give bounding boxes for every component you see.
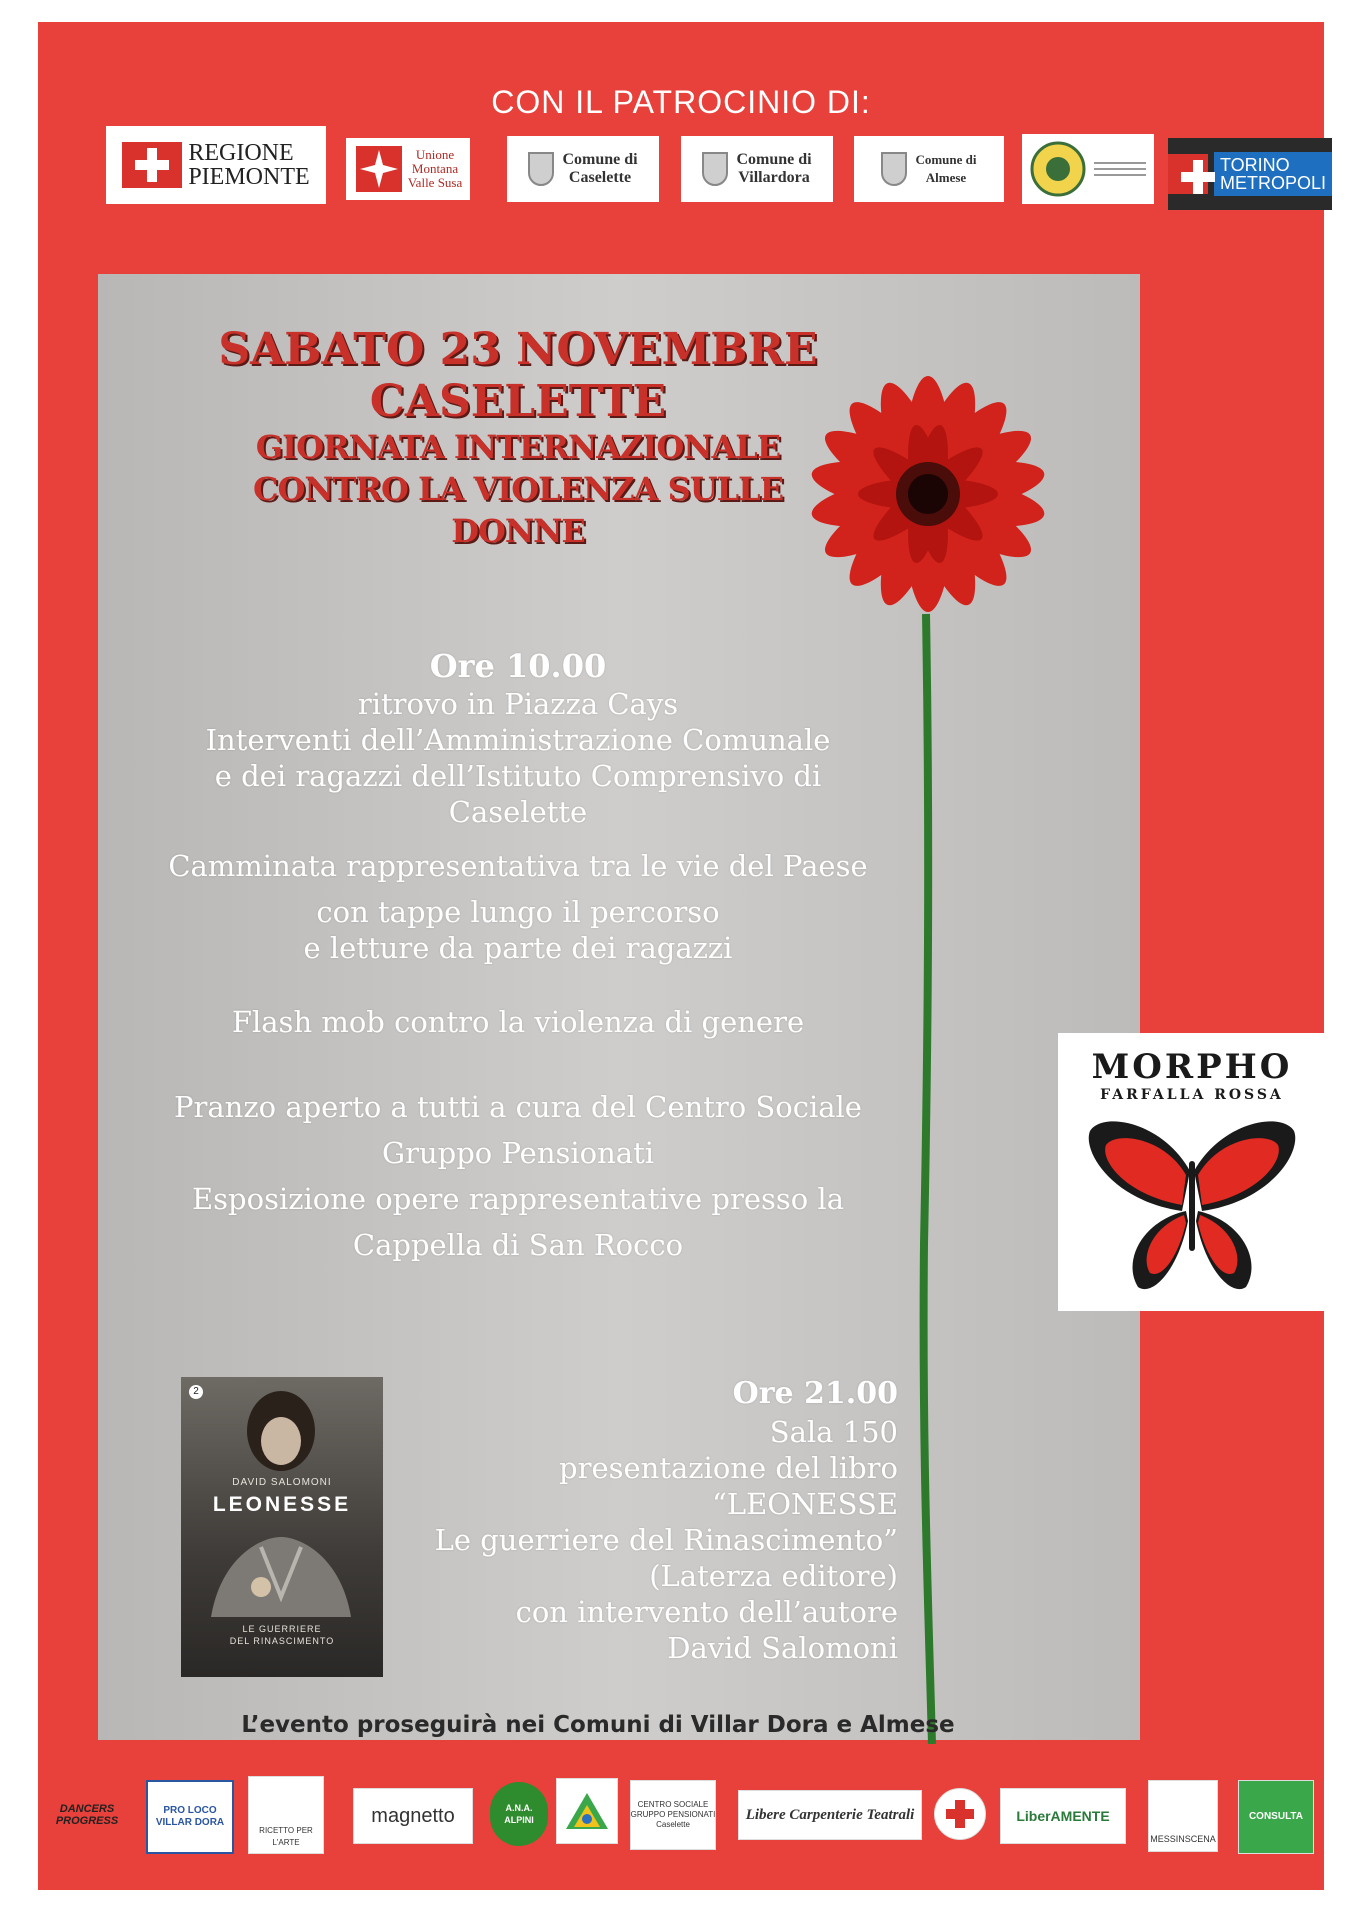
ricetto-logo: RICETTO PER L'ARTE	[248, 1776, 324, 1854]
regione-piemonte-logo	[106, 126, 326, 204]
book-series-number: 2	[189, 1385, 203, 1399]
unione-montana-text: Unione Montana Valle Susa	[407, 147, 463, 190]
caselette-crest-icon	[528, 152, 554, 186]
continuation-note: L’evento proseguirà nei Comuni di Villar Dora e Almese	[241, 1712, 955, 1738]
morning-line: con tappe lungo il percorso	[316, 895, 720, 929]
morpho-card	[1058, 1033, 1326, 1311]
morning-line: Cappella di San Rocco	[352, 1228, 684, 1262]
torino-cross-icon	[1168, 154, 1208, 194]
patronage-title: CON IL PATROCINIO DI:	[491, 84, 871, 120]
event-title-line3: DONNE	[451, 512, 585, 550]
almese-crest-icon	[881, 152, 907, 186]
book-subtitle: LE GUERRIERE DEL RINASCIMENTO	[229, 1624, 335, 1646]
torino-metropoli-text: TORINO METROPOLI	[1214, 152, 1332, 196]
comune-villardora-text: Comune di Villardora	[736, 151, 812, 186]
morning-line: e letture da parte dei ragazzi	[303, 931, 733, 965]
comune-caselette-logo	[507, 136, 659, 202]
comune-caselette-text: Comune di Caselette	[562, 151, 638, 186]
triangle-people-icon	[564, 1791, 610, 1831]
event-date: SABATO 23 NOVEMBRE	[218, 324, 818, 375]
morpho-title: MORPHO	[1091, 1047, 1293, 1087]
distretto-text-decor	[1094, 158, 1146, 180]
messinscena-logo: MESSINSCENA	[1148, 1780, 1218, 1852]
villardora-crest-icon	[702, 152, 728, 186]
evening-line: David Salomoni	[667, 1631, 898, 1665]
libere-carpenterie-logo: Libere Carpenterie Teatrali	[738, 1790, 922, 1840]
morning-line: ritrovo in Piazza Cays	[357, 687, 679, 721]
morpho-subtitle: FARFALLA ROSSA	[1100, 1087, 1284, 1103]
leonesse-book-cover	[181, 1377, 383, 1677]
morning-line: Caselette	[448, 795, 588, 829]
evening-line: presentazione del libro	[559, 1451, 898, 1485]
event-title-line2: CONTRO LA VIOLENZA SULLE	[252, 470, 784, 508]
magnetto-logo: magnetto	[353, 1788, 473, 1844]
morning-line: Pranzo aperto a tutti a cura del Centro Sociale	[174, 1090, 862, 1124]
poster	[38, 22, 1327, 1890]
centro-sociale-logo: CENTRO SOCIALE GRUPPO PENSIONATI Caselette	[630, 1780, 716, 1850]
morning-gathering	[128, 686, 908, 830]
comune-almese-logo	[854, 136, 1004, 202]
event-place: CASELETTE	[369, 376, 667, 427]
morning-line: Esposizione opere rappresentative presso la	[192, 1182, 844, 1216]
morning-line: Interventi dell’Amministrazione Comunale	[205, 723, 831, 757]
piemonte-cross-icon	[122, 142, 182, 188]
morning-line: Gruppo Pensionati	[381, 1136, 655, 1170]
distretto-seal-icon	[1030, 141, 1086, 197]
evening-line: Le guerriere del Rinascimento”	[434, 1523, 898, 1557]
evening-line: “LEONESSE	[712, 1487, 898, 1521]
distretto-logo	[1022, 134, 1154, 204]
evening-details	[338, 1414, 898, 1666]
morning-lunch	[128, 1084, 908, 1268]
morning-walk: Camminata rappresentativa tra le vie del Paese	[168, 849, 868, 883]
book-title: LEONESSE	[212, 1493, 352, 1516]
evening-line: (Laterza editore)	[649, 1559, 898, 1593]
evening-time: Ore 21.00	[732, 1376, 898, 1411]
comune-almese-text: Comune di Almese	[915, 152, 977, 185]
red-cross-icon	[942, 1796, 978, 1832]
book-portrait-icon	[211, 1387, 351, 1477]
triangle-logo	[556, 1778, 618, 1844]
event-title-line1: GIORNATA INTERNAZIONALE	[255, 428, 781, 466]
book-author: DAVID SALOMONI	[232, 1477, 332, 1488]
evening-line: con intervento dell’autore	[515, 1595, 898, 1629]
red-butterfly-icon	[1082, 1111, 1302, 1301]
liberamente-logo: LiberAMENTE	[1000, 1788, 1126, 1844]
morning-line: e dei ragazzi dell’Istituto Comprensivo di	[214, 759, 822, 793]
torino-metropoli-logo	[1168, 138, 1332, 210]
consulta-logo: CONSULTA	[1238, 1780, 1314, 1854]
morning-stages	[128, 894, 908, 966]
unione-montana-emblem-icon	[354, 144, 404, 194]
regione-piemonte-text: REGIONE PIEMONTE	[188, 140, 310, 190]
book-armor-icon	[201, 1527, 361, 1617]
morning-flashmob: Flash mob contro la violenza di genere	[231, 1005, 805, 1039]
alpini-logo: A.N.A. ALPINI	[490, 1782, 548, 1846]
red-cross-logo	[934, 1788, 986, 1840]
comune-villardora-logo	[681, 136, 833, 202]
dancers-progress-logo: DANCERS PROGRESS	[55, 1803, 119, 1827]
pro-loco-logo: PRO LOCO VILLAR DORA	[146, 1780, 234, 1854]
morning-time: Ore 10.00	[429, 647, 607, 685]
unione-montana-logo	[346, 138, 470, 200]
evening-line: Sala 150	[769, 1415, 898, 1449]
